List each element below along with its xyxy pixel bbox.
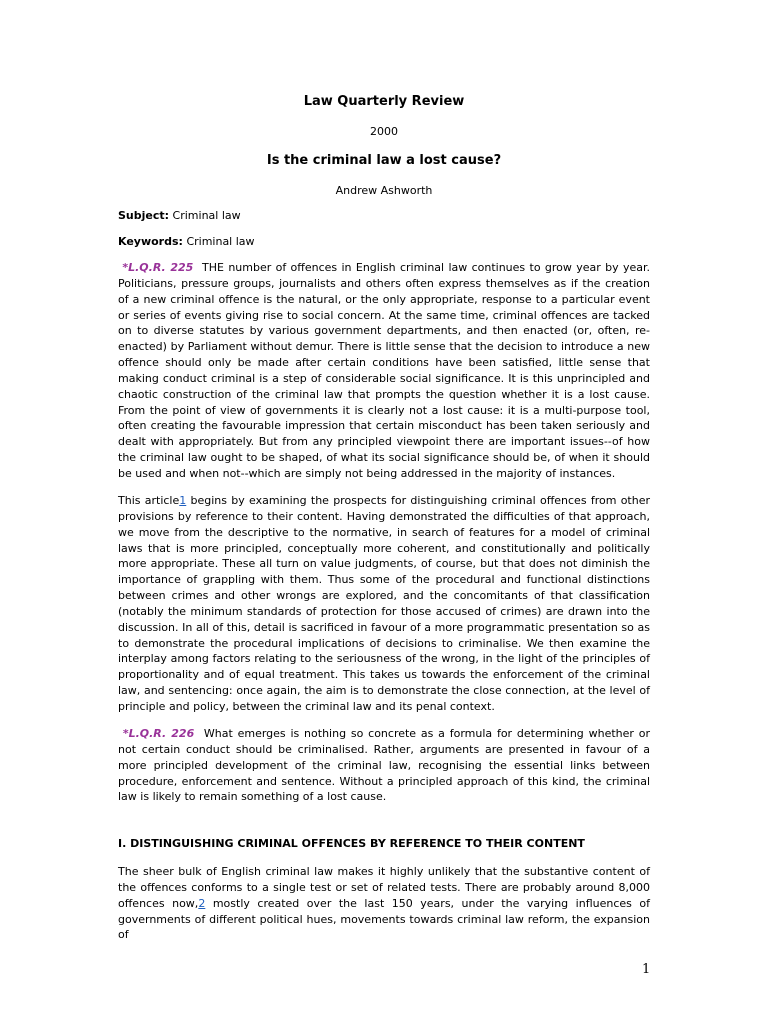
paragraph-intro xyxy=(118,260,650,482)
keywords-label: Keywords: xyxy=(118,235,183,248)
keywords-value: Criminal law xyxy=(186,235,255,248)
paragraph-text: The sheer bulk of English criminal law makes it highly unlikely that the substantive content of the offences conforms to a single test or set of related tests. There are probably around 8,000 offences now, xyxy=(118,865,650,910)
paragraph-text: What emerges is nothing so concrete as a formula for determining whether or not certain conduct should be criminalised. Rather, arguments are presented in favour of a more principled development of the criminal law, recognising the essential links between procedure, enforcement and sentence. Without a principled approach of this kind, the criminal law is likely to remain something of a lost cause. xyxy=(118,727,650,804)
subject-value: Criminal law xyxy=(172,209,241,222)
paragraph-section-one xyxy=(118,864,650,943)
lqr-page-marker: *L.Q.R. 225 xyxy=(122,261,194,274)
section-heading: I. DISTINGUISHING CRIMINAL OFFENCES BY REFERENCE TO THEIR CONTENT xyxy=(118,837,585,850)
subject-line xyxy=(118,209,241,222)
keywords-line xyxy=(118,235,255,248)
publication-year: 2000 xyxy=(370,125,398,138)
paragraph-text: begins by examining the prospects for distinguishing criminal offences from other provisions by reference to their content. Having demonstrated the difficulties of that approach, we move from the descriptive to the normative, in search of features for a model of criminal laws that is more principled, conceptually more coherent, and constitutionally and politically more appropriate. These all turn on value judgments, of course, but that does not diminish the importance of grappling with them. Thus some of the procedural and functional distinctions between crimes and other wrongs are explored, and the concomitants of that classification (notably the minimum standards of protection for those accused of crimes) are drawn into the discussion. In all of this, detail is sacrificed in favour of a more programmatic presentation so as to demonstrate the procedural implications of decisions to criminalise. We then examine the interplay among factors relating to the seriousness of the wrong, in the light of the principles of proportionality and of equal treatment. This takes us towards the enforcement of the criminal law, and sentencing: once again, the aim is to demonstrate the close connection, at the level of principle and policy, between the criminal law and its penal context. xyxy=(118,494,650,713)
paragraph-article-overview xyxy=(118,493,650,715)
paragraph-text: This article xyxy=(118,494,180,507)
author-name: Andrew Ashworth xyxy=(335,184,433,197)
paragraph-conclusion-preview xyxy=(118,726,650,805)
footnote-link-2[interactable]: 2 xyxy=(198,896,206,910)
paragraph-text: mostly created over the last 150 years, under the varying influences of governments of different political hues, movements towards criminal law reform, the expansion of xyxy=(118,896,650,942)
paragraph-text: THE number of offences in English criminal law continues to grow year by year. Politicians, pressure groups, journalists and others often express themselves as if the creation of a new criminal offence is the natural, or the only appropriate, response to a particular event or series of events giving rise to social concern. At the same time, criminal offences are tacked on to diverse statutes by various government departments, and then enacted (or, often, re-enacted) by Parliament without demur. There is little sense that the decision to introduce a new offence should only be made after certain conditions have been satisfied, little sense that making conduct criminal is a step of considerable social significance. It is this unprincipled and chaotic construction of the criminal law that prompts the question whether it is a lost cause. From the point of view of governments it is clearly not a lost cause: it is a multi-purpose tool, often creating the favourable impression that certain misconduct has been taken seriously and dealt with appropriately. But from any principled viewpoint there are important issues--of how the criminal law ought to be shaped, of what its social significance should be, of when it should be used and when not--which are simply not being addressed in the majority of instances. xyxy=(118,261,650,480)
lqr-page-marker: *L.Q.R. 226 xyxy=(122,727,195,740)
journal-title: Law Quarterly Review xyxy=(303,94,465,109)
subject-label: Subject: xyxy=(118,209,170,222)
page-number: 1 xyxy=(642,962,651,977)
footnote-link-1[interactable]: 1 xyxy=(179,494,187,507)
article-title: Is the criminal law a lost cause? xyxy=(266,153,502,168)
